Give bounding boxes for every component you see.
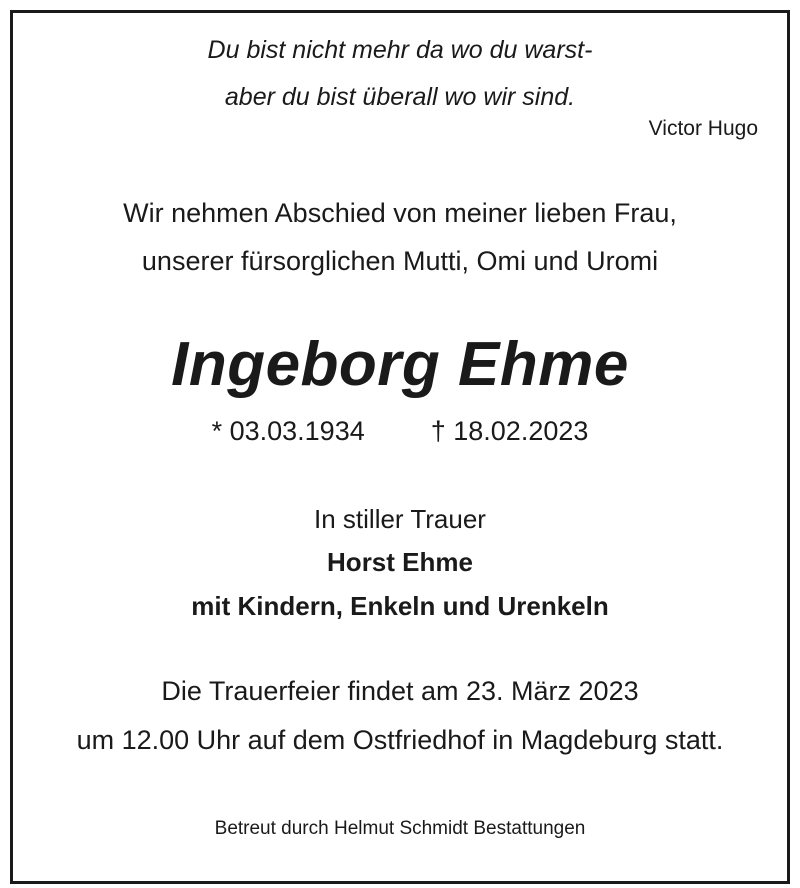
birth-date: * 03.03.1934 <box>211 416 365 446</box>
service-line-1: Die Trauerfeier findet am 23. März 2023 <box>161 676 639 706</box>
deceased-name: Ingeborg Ehme <box>171 330 629 399</box>
intro-line-1: Wir nehmen Abschied von meiner lieben Frau, <box>123 198 677 228</box>
mourner-name: Horst Ehme <box>327 547 473 577</box>
service-line-2: um 12.00 Uhr auf dem Ostfriedhof in Magdeburg statt. <box>76 725 724 755</box>
death-date: † 18.02.2023 <box>430 416 589 446</box>
quote-author: Victor Hugo <box>648 117 758 140</box>
mourning-label: In stiller Trauer <box>314 504 486 534</box>
intro-line-2: unserer fürsorglichen Mutti, Omi und Uromi <box>141 246 659 276</box>
mourner-family: mit Kindern, Enkeln und Urenkeln <box>191 591 609 621</box>
quote-line-2: aber du bist überall wo wir sind. <box>224 83 576 111</box>
life-dates <box>0 418 800 445</box>
quote-line-1: Du bist nicht mehr da wo du warst- <box>207 36 593 64</box>
funeral-home-credit: Betreut durch Helmut Schmidt Bestattungen <box>214 818 586 839</box>
